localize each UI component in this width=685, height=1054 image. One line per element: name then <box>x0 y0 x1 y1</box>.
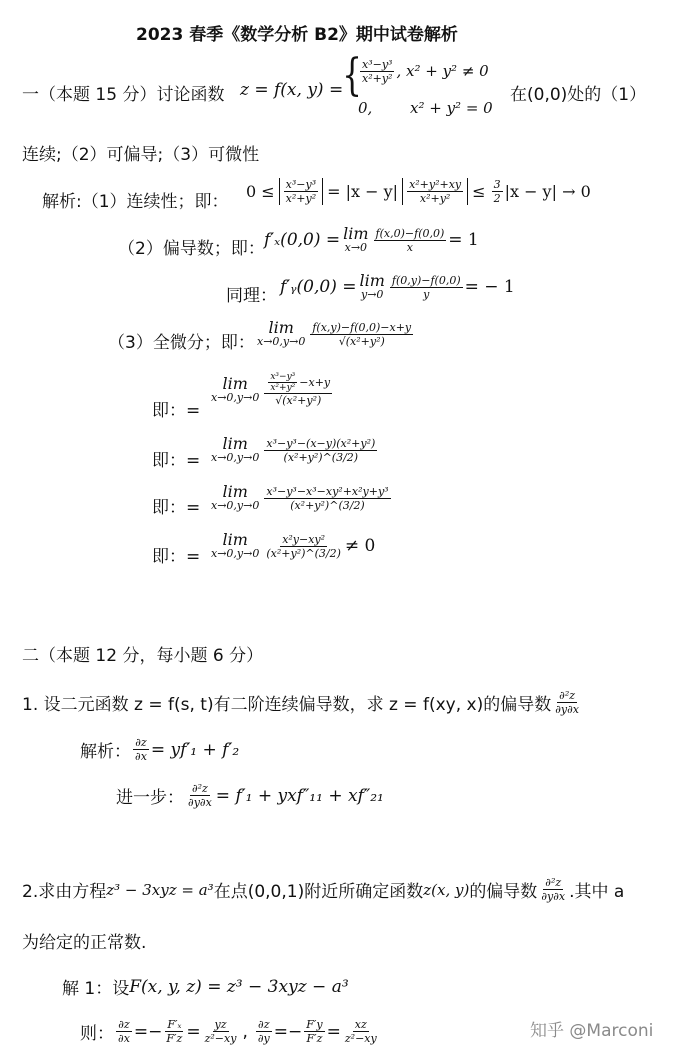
piecewise-case-2: 0, <box>358 99 373 117</box>
q2-p2-partials: 则： $\frac{\partial z}{\partial x}$ =− $\frac{\text{F′ₓ}}{F'z}$ = $\frac{yz}{\text{z²−xy}}$ , $\frac{\partial z}{\partial y}$ =− $\frac{F'y}{F'z}$ = $\frac{xz}{\text{z²−xy}}$ <box>80 1018 377 1045</box>
sol2-label: （2）偏导数；即： <box>118 239 265 259</box>
step4-math: lim x→0,y→0 $\frac{\text{x²y−xy²}}{\text{(x²+y²)\textasciicircum{}(3/2)}}$ ≠ 0 <box>211 530 376 560</box>
document-title: 2023 春季《数学分析 B2》期中试卷解析 <box>136 25 458 45</box>
watermark: 知乎 @Marconi <box>530 1021 654 1041</box>
piecewise-case-2-cond: x² + y² = 0 <box>410 99 493 117</box>
q2-p1-solution: 解析： $\frac{\partial z}{\partial x}$ = yf′₁ + f′₂ <box>80 736 240 763</box>
q1-subline: 连续;（2）可偏导;（3）可微性 <box>22 145 260 165</box>
piecewise-case-1: $\frac{\text{x³−y³}}{\text{x²+y²}}$ , x² + y² ≠ 0 <box>362 58 489 85</box>
step4-label: 即：= <box>152 547 201 567</box>
step2-math: lim x→0,y→0 $\frac{\text{x³−y³−(x−y)(x²+y²)}}{\text{(x²+y²)\textasciicircum{}(3/2)}}$ <box>211 434 376 464</box>
step2-label: 即：= <box>152 451 201 471</box>
step3-math: lim x→0,y→0 $\frac{\text{x³−y³−x³−xy²+x²y+y³}}{\text{(x²+y²)\textasciicircum{}(3/2)}}$ <box>211 482 389 512</box>
step1-label: 即：= <box>152 401 201 421</box>
sol2-math: f′ₓ(0,0) = lim x→0 $\frac{f(x,0)-f(0,0)}{x}$ = 1 <box>264 224 479 254</box>
sol1-label: 解析:（1）连续性；即： <box>42 192 229 212</box>
q2-p2-solution: 解 1：设 F(x, y, z) = z³ − 3xyz − a³ <box>62 976 349 999</box>
step1-math: lim x→0,y→0 $\frac{\text{x³−y³}}{\text{x²+y²}}$ −x+y √(x²+y²) <box>211 372 331 407</box>
sol2b-label: 同理： <box>226 286 277 306</box>
sol3-math: lim x→0,y→0 $\frac{f(x,y)-f(0,0)-x+y}{\text{√(x²+y²)}}$ <box>257 318 412 348</box>
piecewise-brace: { <box>342 50 362 101</box>
q2-p1-step: 进一步： $\frac{\text{∂²z}}{\partial y\partial x}$ = f′₁ + yxf″₁₁ + xf″₂₁ <box>116 782 384 809</box>
step3-label: 即：= <box>152 498 201 518</box>
q2-heading: 二（本题 12 分，每小题 6 分） <box>22 646 264 666</box>
q1-function: z = f(x, y) = <box>240 80 344 100</box>
q1-heading: 一（本题 15 分）讨论函数 <box>22 85 225 105</box>
q2-p2-line2: 为给定的正常数. <box>22 933 147 953</box>
q1-heading-tail: 在(0,0)处的（1） <box>510 85 647 105</box>
sol2b-math: f′ᵧ(0,0) = lim y→0 $\frac{f(0,y)-f(0,0)}{y}$ = − 1 <box>280 271 515 301</box>
q2-p2: 2.求由方程 z³ − 3xyz = a³ 在点(0,0,1)附近所确定函数 z(x, y) 的偏导数 $\frac{\text{∂²z}}{\partial y\partial x}$ .其中 a <box>22 876 625 903</box>
sol1-math: 0 ≤ $\frac{\text{x³−y³}}{\text{x²+y²}}$ = |x − y| $\frac{\text{x²+y²+xy}}{\text{x²+y²}}$ ≤ $\frac{3}{2}$ |x − y| → 0 <box>246 178 591 205</box>
q2-p1: 1. 设二元函数 z = f(s, t)有二阶连续偏导数，求 z = f(xy, x)的偏导数 $\frac{\text{∂²z}}{\partial y\partial x}$ <box>22 689 579 716</box>
sol3-label: （3）全微分；即： <box>108 333 255 353</box>
